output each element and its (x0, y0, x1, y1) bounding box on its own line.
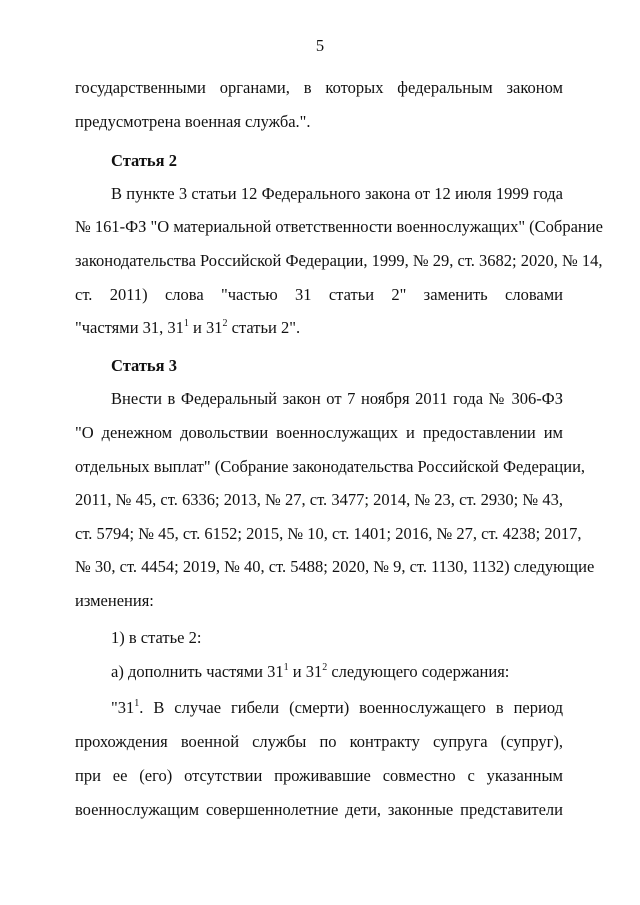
paragraph-line: прохождения военной службы по контракту супруга (супруг), (75, 732, 563, 751)
paragraph-line (111, 698, 563, 718)
page-number: 5 (315, 36, 325, 55)
paragraph-line: государственными органами, в которых федеральным законом (75, 78, 563, 97)
paragraph-line: при ее (его) отсутствии проживавшие совместно с указанным (75, 766, 563, 785)
article-heading-3: Статья 3 (111, 356, 177, 375)
paragraph-line: законодательства Российской Федерации, 1999, № 29, ст. 3682; 2020, № 14, (75, 251, 603, 270)
superscript: 1 (134, 697, 140, 709)
paragraph-line: предусмотрена военная служба.". (75, 112, 311, 131)
text-run: "частями 31, 31 (75, 318, 184, 337)
paragraph-line: № 161-ФЗ "О материальной ответственности военнослужащих" (Собрание (75, 217, 603, 236)
paragraph-line: отдельных выплат" (Собрание законодательства Российской Федерации, (75, 457, 586, 476)
text-run: статьи 2". (227, 318, 301, 337)
paragraph-line (75, 318, 563, 338)
paragraph-line: № 30, ст. 4454; 2019, № 40, ст. 5488; 2020, № 9, ст. 1130, 1132) следующие (75, 557, 595, 576)
paragraph-line (111, 662, 563, 682)
paragraph-line: ст. 2011) слова "частью 31 статьи 2" заменить словами (75, 285, 563, 304)
paragraph-line: 1) в статье 2: (111, 628, 202, 647)
superscript: 1 (283, 661, 289, 673)
text-run: а) дополнить частями 31 (111, 662, 284, 681)
paragraph-line: 2011, № 45, ст. 6336; 2013, № 27, ст. 3477; 2014, № 23, ст. 2930; № 43, (75, 490, 563, 509)
paragraph-line: военнослужащим совершеннолетние дети, законные представители (75, 800, 563, 819)
paragraph-line: ст. 5794; № 45, ст. 6152; 2015, № 10, ст. 1401; 2016, № 27, ст. 4238; 2017, (75, 524, 582, 543)
paragraph-line: В пункте 3 статьи 12 Федерального закона от 12 июля 1999 года (111, 184, 563, 203)
article-heading-2: Статья 2 (111, 151, 177, 170)
paragraph-line: Внести в Федеральный закон от 7 ноября 2011 года № 306-ФЗ (111, 389, 563, 408)
text-run: и 31 (288, 662, 323, 681)
paragraph-line: изменения: (75, 591, 154, 610)
paragraph-line: "О денежном довольствии военнослужащих и предоставлении им (75, 423, 563, 442)
text-run: . В случае гибели (смерти) военнослужащего в период (139, 698, 563, 717)
superscript: 2 (222, 317, 228, 329)
text-run: следующего содержания: (327, 662, 510, 681)
text-run: и 31 (188, 318, 223, 337)
superscript: 2 (322, 661, 328, 673)
text-run: "31 (111, 698, 135, 717)
superscript: 1 (183, 317, 189, 329)
